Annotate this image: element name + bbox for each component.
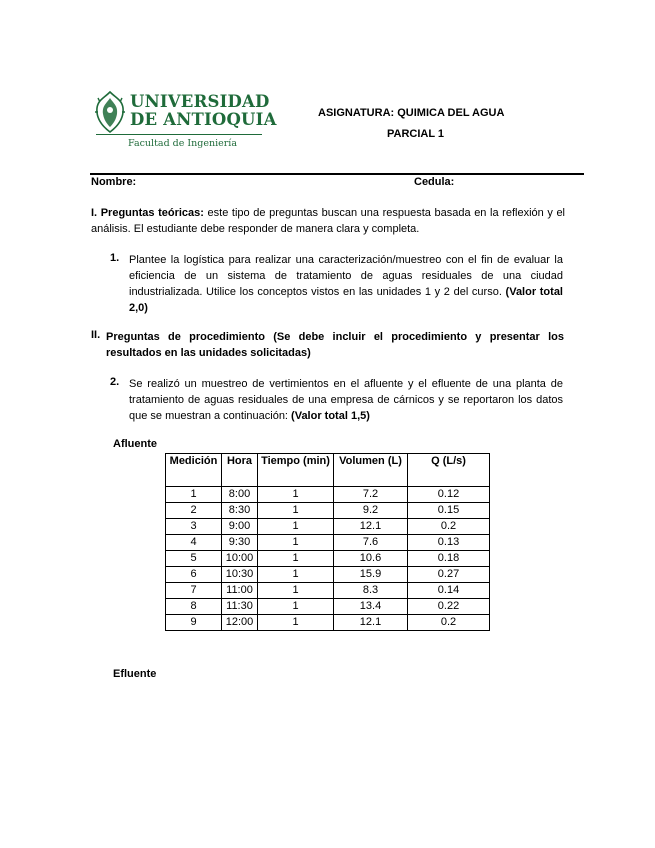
table-cell: 2	[166, 503, 222, 519]
question1-value: (Valor total 2,0)	[129, 286, 563, 314]
section2-number: II.	[91, 329, 101, 341]
table-cell: 4	[166, 535, 222, 551]
table-row	[166, 551, 490, 567]
subject-title: ASIGNATURA: QUIMICA DEL AGUA	[318, 107, 505, 119]
university-logo	[94, 88, 277, 154]
table-row	[166, 599, 490, 615]
university-seal-icon	[94, 90, 126, 134]
table-cell: 1	[166, 487, 222, 503]
efluente-label: Efluente	[113, 668, 157, 680]
question2	[129, 376, 563, 424]
table-cell: 12:00	[222, 615, 258, 631]
table-cell: 11:30	[222, 599, 258, 615]
question2-value: (Valor total 1,5)	[291, 410, 370, 422]
table-row	[166, 615, 490, 631]
afluente-label: Afluente	[113, 438, 157, 450]
table-row	[166, 583, 490, 599]
exam-title: PARCIAL 1	[387, 128, 445, 140]
section1-heading: I. Preguntas teóricas:	[91, 207, 204, 219]
header-divider	[90, 173, 584, 175]
table-row	[166, 519, 490, 535]
table-cell: 7.2	[334, 487, 408, 503]
logo-rule	[96, 134, 262, 135]
column-header: Tiempo (min)	[258, 454, 334, 487]
column-header: Medición	[166, 454, 222, 487]
afluente-table-body	[166, 487, 490, 631]
table-cell: 1	[258, 615, 334, 631]
table-cell: 8	[166, 599, 222, 615]
section1-text: este tipo de preguntas buscan una respuesta basada en la reflexión y el análisis. El estudiante debe responder de manera clara y completa.	[91, 207, 566, 235]
column-header: Hora	[222, 454, 258, 487]
table-cell: 1	[258, 487, 334, 503]
table-cell: 1	[258, 535, 334, 551]
table-cell: 0.15	[408, 503, 490, 519]
section1-intro	[91, 205, 565, 237]
table-cell: 0.18	[408, 551, 490, 567]
table-cell: 15.9	[334, 567, 408, 583]
table-cell: 1	[258, 567, 334, 583]
table-row	[166, 567, 490, 583]
id-label: Cedula:	[414, 176, 455, 188]
table-cell: 10.6	[334, 551, 408, 567]
university-name-line1: UNIVERSIDAD	[130, 92, 270, 111]
table-cell: 9.2	[334, 503, 408, 519]
table-cell: 8:00	[222, 487, 258, 503]
table-row	[166, 487, 490, 503]
question1-number: 1.	[110, 252, 120, 264]
table-cell: 0.12	[408, 487, 490, 503]
table-cell: 8.3	[334, 583, 408, 599]
table-cell: 13.4	[334, 599, 408, 615]
table-cell: 1	[258, 503, 334, 519]
question1	[129, 252, 563, 316]
section2-heading: Preguntas de procedimiento (Se debe incluir el procedimiento y presentar los resultados en las unidades solicitadas)	[106, 331, 564, 359]
university-name-line2: DE ANTIOQUIA	[130, 110, 277, 129]
table-cell: 12.1	[334, 519, 408, 535]
table-cell: 6	[166, 567, 222, 583]
table-cell: 11:00	[222, 583, 258, 599]
afluente-table	[165, 453, 490, 631]
table-cell: 1	[258, 519, 334, 535]
name-label: Nombre:	[91, 176, 137, 188]
table-cell: 0.27	[408, 567, 490, 583]
table-cell: 1	[258, 551, 334, 567]
question1-text: Plantee la logística para realizar una caracterización/muestreo con el fin de evaluar la eficiencia de un sistema de tratamiento de aguas residuales de una ciudad industrializada. Utilice los conceptos vistos en las unidades 1 y 2 del curso.	[129, 254, 563, 298]
table-cell: 9:30	[222, 535, 258, 551]
table-header-row	[166, 454, 490, 487]
table-cell: 10:30	[222, 567, 258, 583]
table-cell: 0.13	[408, 535, 490, 551]
table-cell: 3	[166, 519, 222, 535]
table-cell: 12.1	[334, 615, 408, 631]
table-cell: 9:00	[222, 519, 258, 535]
table-cell: 9	[166, 615, 222, 631]
table-cell: 0.14	[408, 583, 490, 599]
faculty-name: Facultad de Ingeniería	[128, 138, 237, 149]
table-row	[166, 503, 490, 519]
table-cell: 7	[166, 583, 222, 599]
table-cell: 1	[258, 599, 334, 615]
column-header: Volumen (L)	[334, 454, 408, 487]
table-cell: 8:30	[222, 503, 258, 519]
table-cell: 1	[258, 583, 334, 599]
column-header: Q (L/s)	[408, 454, 490, 487]
table-cell: 5	[166, 551, 222, 567]
table-cell: 0.2	[408, 615, 490, 631]
table-cell: 7.6	[334, 535, 408, 551]
question2-number: 2.	[110, 376, 120, 388]
table-cell: 0.22	[408, 599, 490, 615]
table-row	[166, 535, 490, 551]
question2-text: Se realizó un muestreo de vertimientos en el afluente y el efluente de una planta de tratamiento de aguas residuales de una empresa de cárnicos y se reportaron los datos que se muestran a continuación:	[129, 378, 563, 422]
table-cell: 0.2	[408, 519, 490, 535]
table-cell: 10:00	[222, 551, 258, 567]
